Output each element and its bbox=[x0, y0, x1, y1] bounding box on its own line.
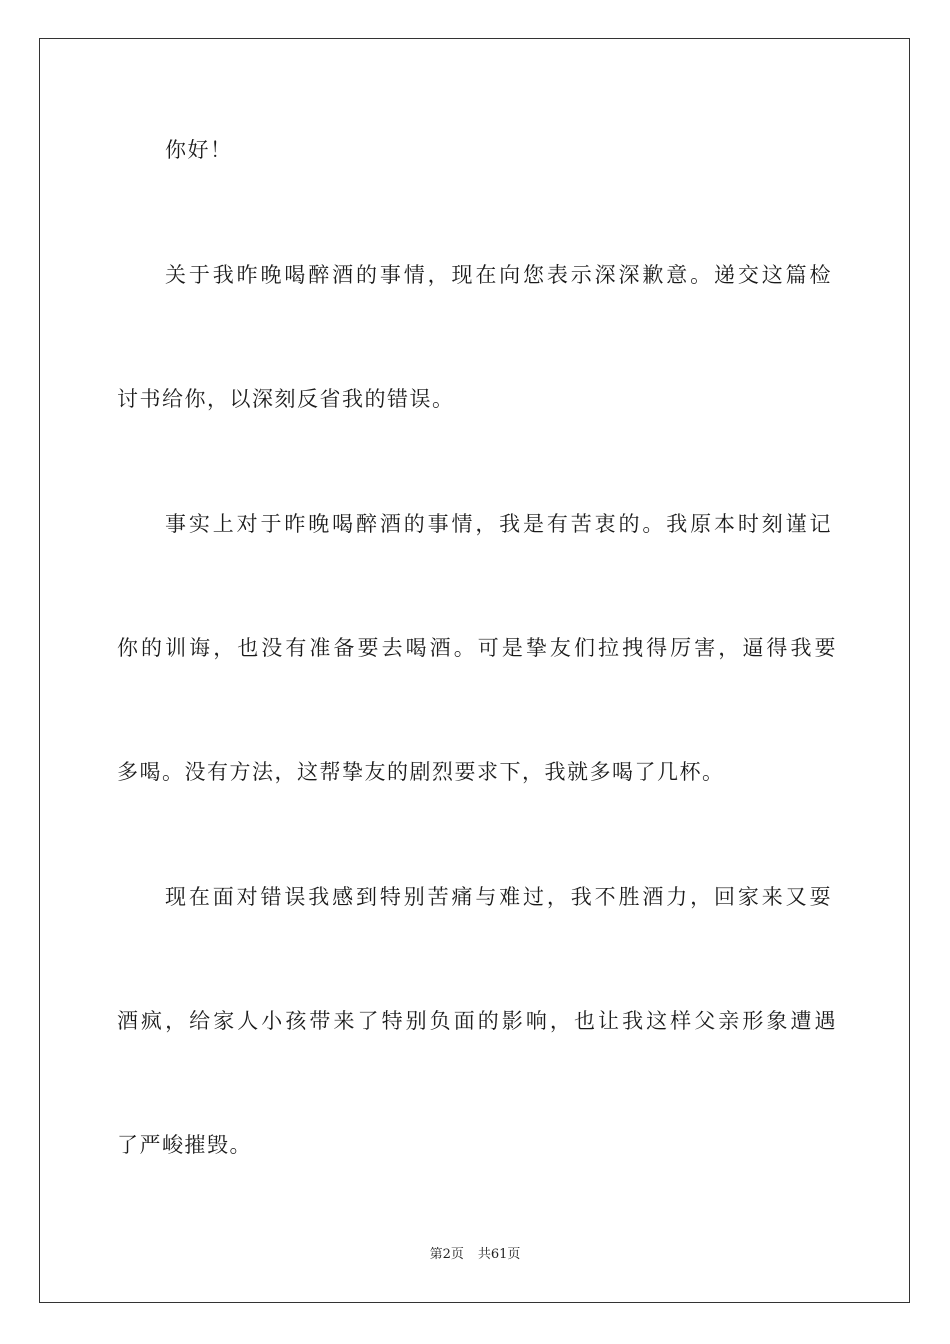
page-border bbox=[39, 38, 910, 1303]
paragraph-line: 现在面对错误我感到特别苦痛与难过，我不胜酒力，回家来又耍 bbox=[165, 885, 832, 909]
page-number-current: 第2页 bbox=[429, 1247, 464, 1262]
salutation: 你好！ bbox=[165, 138, 233, 162]
paragraph-line: 讨书给你，以深刻反省我的错误。 bbox=[117, 387, 455, 411]
paragraph-line: 关于我昨晚喝醉酒的事情，现在向您表示深深歉意。递交这篇检 bbox=[165, 263, 832, 287]
paragraph-line: 事实上对于昨晚喝醉酒的事情，我是有苦衷的。我原本时刻谨记 bbox=[165, 512, 832, 536]
page-number-total: 共61页 bbox=[477, 1247, 521, 1262]
paragraph-line: 了严峻摧毁。 bbox=[117, 1133, 252, 1157]
paragraph-line: 多喝。没有方法，这帮挚友的剧烈要求下，我就多喝了几杯。 bbox=[117, 760, 725, 784]
page-footer bbox=[0, 1246, 950, 1264]
paragraph-line: 酒疯，给家人小孩带来了特别负面的影响，也让我这样父亲形象遭遇 bbox=[117, 1009, 837, 1033]
paragraph-line: 你的训诲，也没有准备要去喝酒。可是挚友们拉拽得厉害，逼得我要 bbox=[117, 636, 837, 660]
